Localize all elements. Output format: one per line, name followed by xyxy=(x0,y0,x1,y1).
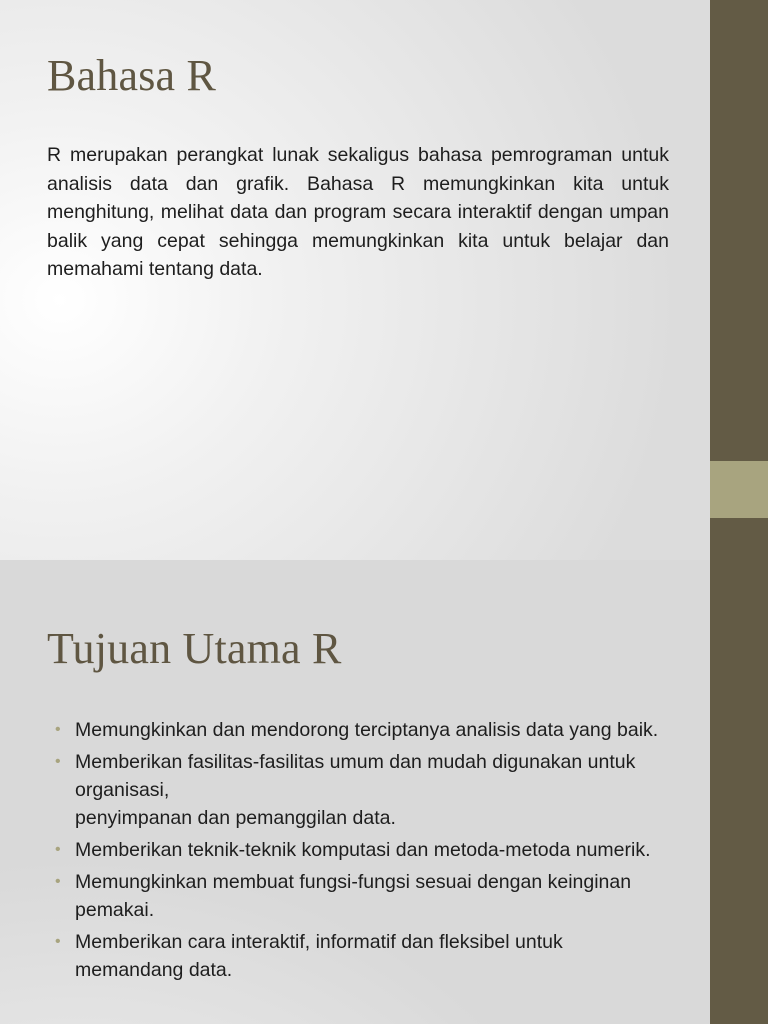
goal-item xyxy=(55,836,675,864)
bullet-icon: • xyxy=(55,753,61,770)
goal-item xyxy=(55,716,675,744)
goal-text-continued: penyimpanan dan pemanggilan data. xyxy=(75,807,396,829)
goal-text: Memungkinkan dan mendorong terciptanya analisis data yang baik. xyxy=(75,719,659,741)
bullet-icon: • xyxy=(55,933,61,950)
intro-paragraph: R merupakan perangkat lunak sekaligus bahasa pemrograman untuk analisis data dan grafik. Bahasa R memungkinkan kita untuk menghitung, melihat data dan program secara interaktif dengan umpan balik yang cepat sehingga memungkinkan kita untuk belajar dan memahami tentang data. xyxy=(47,144,669,280)
goal-item xyxy=(55,868,675,924)
bullet-icon: • xyxy=(55,841,61,858)
goal-item xyxy=(55,928,675,984)
goals-list xyxy=(55,716,675,988)
slide-title-tujuan-utama: Tujuan Utama R xyxy=(47,624,342,673)
sidebar-accent-block xyxy=(710,461,768,518)
goal-text: Memberikan fasilitas-fasilitas umum dan mudah digunakan untuk organisasi, xyxy=(75,751,636,801)
slide-title-bahasa-r: Bahasa R xyxy=(47,51,217,100)
goal-text: Memungkinkan membuat fungsi-fungsi sesuai dengan keinginan pemakai. xyxy=(75,871,632,921)
goal-item xyxy=(55,748,675,832)
bullet-icon: • xyxy=(55,721,61,738)
goal-text: Memberikan teknik-teknik komputasi dan metoda-metoda numerik. xyxy=(75,839,651,861)
goal-text: Memberikan cara interaktif, informatif dan fleksibel untuk memandang data. xyxy=(75,931,563,981)
bullet-icon: • xyxy=(55,873,61,890)
